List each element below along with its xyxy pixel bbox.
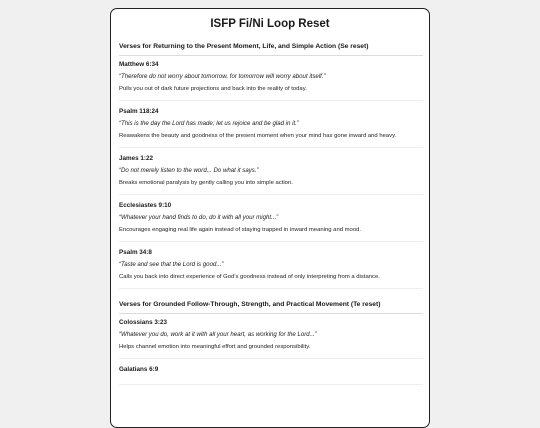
verse-quote: “Taste and see that the Lord is good...” bbox=[119, 261, 224, 268]
verse-reference: Psalm 118:24 bbox=[119, 108, 159, 115]
verse-reference: Psalm 34:8 bbox=[119, 249, 152, 256]
verse-note: Calls you back into direct experience of God’s goodness instead of only interpreting from a distance. bbox=[119, 274, 380, 280]
verse-note: Pulls you out of dark future projections and back into the reality of today. bbox=[119, 86, 307, 92]
page-title: ISFP Fi/Ni Loop Reset bbox=[210, 18, 330, 30]
verse-reference: James 1:22 bbox=[119, 155, 153, 162]
verse-reference: Colossians 3:23 bbox=[119, 319, 167, 326]
verse-item bbox=[119, 314, 423, 359]
verse-note: Encourages engaging real life again instead of staying trapped in inward meaning and mood. bbox=[119, 227, 362, 233]
verse-note: Reawakens the beauty and goodness of the present moment when your mind has gone inward and heavy. bbox=[119, 133, 397, 139]
verse-quote: “Whatever your hand finds to do, do it with all your might...” bbox=[119, 214, 279, 221]
verse-item bbox=[119, 242, 423, 289]
verse-quote: “Whatever you do, work at it with all your heart, as working for the Lord...” bbox=[119, 331, 317, 338]
section-heading-se-reset: Verses for Returning to the Present Moment, Life, and Simple Action (Se reset) bbox=[119, 43, 423, 56]
document-card bbox=[110, 8, 430, 428]
verse-reference: Matthew 6:34 bbox=[119, 61, 159, 68]
verse-item bbox=[119, 56, 423, 101]
verse-note: Breaks emotional paralysis by gently calling you into simple action. bbox=[119, 180, 293, 186]
section-heading-te-reset: Verses for Grounded Follow-Through, Strength, and Practical Movement (Te reset) bbox=[119, 301, 423, 314]
verse-item bbox=[119, 195, 423, 242]
verse-note: Helps channel emotion into meaningful effort and grounded responsibility. bbox=[119, 344, 311, 350]
verse-reference: Ecclesiastes 9:10 bbox=[119, 202, 172, 209]
verse-reference: Galatians 6:9 bbox=[119, 366, 159, 373]
verse-quote: “This is the day the Lord has made; let us rejoice and be glad in it.” bbox=[119, 120, 299, 127]
verse-quote: “Do not merely listen to the word... Do what it says.” bbox=[119, 167, 259, 174]
verse-item bbox=[119, 359, 423, 385]
verse-item bbox=[119, 148, 423, 195]
verse-quote: “Therefore do not worry about tomorrow, for tomorrow will worry about itself.” bbox=[119, 73, 326, 80]
verse-item bbox=[119, 101, 423, 148]
